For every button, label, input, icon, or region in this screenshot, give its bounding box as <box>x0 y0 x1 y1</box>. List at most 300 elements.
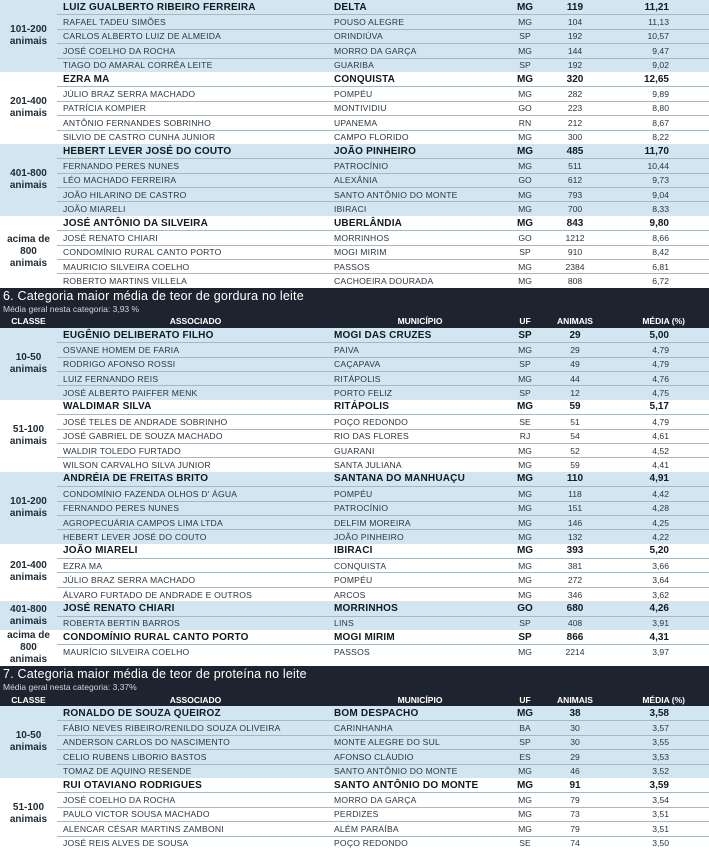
media-cell: 8,42 <box>652 247 669 258</box>
uf-cell: MG <box>516 401 534 413</box>
associado-cell: CARLOS ALBERTO LUIZ DE ALMEIDA <box>63 31 222 42</box>
associado-cell: JOÃO MIARELI <box>63 545 138 557</box>
associado-cell: JOSÉ ANTÔNIO DA SILVEIRA <box>63 217 209 229</box>
uf-cell: MG <box>518 204 532 215</box>
animais-cell: 808 <box>567 276 583 287</box>
table-row <box>57 43 709 57</box>
associado-cell: CONDOMÍNIO RURAL CANTO PORTO <box>63 631 249 643</box>
media-cell: 4,79 <box>652 359 669 370</box>
table-row <box>57 259 709 273</box>
animais-cell: 79 <box>570 823 580 834</box>
uf-cell: SP <box>519 618 531 629</box>
associado-cell: WALDIMAR SILVA <box>63 401 152 413</box>
header-associado: ASSOCIADO <box>169 316 222 327</box>
media-cell: 8,33 <box>652 204 669 215</box>
table-row <box>57 158 709 172</box>
municipio-cell: MORRO DA GARÇA <box>334 795 417 806</box>
table-row <box>57 644 709 658</box>
associado-cell: WALDIR TOLEDO FURTADO <box>63 445 181 456</box>
uf-cell: SE <box>519 416 531 427</box>
media-cell: 3,57 <box>652 723 669 734</box>
associado-cell: FERNANDO PERES NUNES <box>63 160 180 171</box>
table-row <box>57 201 709 215</box>
table-row <box>57 187 709 201</box>
municipio-cell: PAIVA <box>334 344 360 355</box>
animais-cell: 680 <box>566 602 584 614</box>
media-cell: 4,42 <box>652 488 669 499</box>
uf-cell: MG <box>516 73 534 85</box>
uf-cell: SP <box>518 631 532 643</box>
animais-cell: 30 <box>570 737 580 748</box>
animais-cell: 73 <box>570 809 580 820</box>
associado-cell: JOSÉ GABRIEL DE SOUZA MACHADO <box>63 431 223 442</box>
media-cell: 4,31 <box>649 631 669 643</box>
classe-label: 401-800 animais <box>9 167 48 191</box>
table-row <box>57 342 709 356</box>
table-row <box>57 29 709 43</box>
media-cell: 3,91 <box>652 618 669 629</box>
municipio-cell: BOM DESPACHO <box>334 707 419 719</box>
media-cell: 9,89 <box>652 89 669 100</box>
header-uf: UF <box>519 694 531 705</box>
animais-cell: 910 <box>567 247 583 258</box>
municipio-cell: PERDIZES <box>334 809 379 820</box>
municipio-cell: CAMPO FLORIDO <box>334 132 409 143</box>
media-cell: 3,64 <box>652 575 669 586</box>
media-cell: 3,50 <box>652 838 669 849</box>
media-cell: 3,51 <box>652 809 669 820</box>
associado-cell: EZRA MA <box>63 73 110 85</box>
animais-cell: 346 <box>567 589 583 600</box>
table-row <box>57 486 709 500</box>
animais-cell: 118 <box>568 488 582 499</box>
associado-cell: HEBERT LEVER JOSÉ DO COUTO <box>63 531 207 542</box>
municipio-cell: POMPÉU <box>334 575 373 586</box>
associado-cell: JÚLIO BRAZ SERRA MACHADO <box>63 575 196 586</box>
header-associado: ASSOCIADO <box>169 694 222 705</box>
uf-cell: MG <box>516 473 534 485</box>
associado-cell: SILVIO DE CASTRO CUNHA JUNIOR <box>63 132 216 143</box>
group-rows <box>57 216 709 288</box>
uf-cell: MG <box>518 575 532 586</box>
associado-cell: JOSÉ ALBERTO PAIFFER MENK <box>63 388 198 399</box>
uf-cell: MG <box>518 344 532 355</box>
uf-cell: MG <box>518 189 532 200</box>
media-cell: 8,67 <box>652 117 669 128</box>
class-group <box>0 544 709 602</box>
animais-cell: 144 <box>567 45 583 56</box>
associado-cell: ROBERTA BERTIN BARROS <box>63 618 180 629</box>
table-row <box>57 414 709 428</box>
municipio-cell: IBIRACI <box>334 204 367 215</box>
category-subtitle: Média geral nesta categoria: 3,37% <box>0 682 709 693</box>
group-rows <box>57 472 709 544</box>
uf-cell: MG <box>518 373 532 384</box>
classe-label: 101-200 animais <box>9 495 48 519</box>
animais-cell: 146 <box>567 517 583 528</box>
media-cell: 12,65 <box>643 73 669 85</box>
class-group <box>0 472 709 544</box>
uf-cell: MG <box>518 531 532 542</box>
municipio-cell: MOGI DAS CRUZES <box>334 329 432 341</box>
animais-cell: 38 <box>569 707 581 719</box>
media-cell: 4,91 <box>649 473 669 485</box>
uf-cell: SP <box>519 737 531 748</box>
animais-cell: 119 <box>566 1 584 13</box>
uf-cell: GO <box>518 232 532 243</box>
municipio-cell: PATROCÍNIO <box>334 160 389 171</box>
group-rows <box>57 144 709 216</box>
media-cell: 9,73 <box>652 175 669 186</box>
media-cell: 8,22 <box>652 132 669 143</box>
classe-label: acima de 800 animais <box>7 630 50 666</box>
animais-cell: 29 <box>570 344 580 355</box>
header-municipio: MUNICÍPIO <box>397 694 443 705</box>
uf-cell: MG <box>518 261 532 272</box>
table-row-leader <box>57 216 709 230</box>
table-body <box>0 328 709 666</box>
uf-cell: MG <box>518 503 532 514</box>
media-cell: 11,13 <box>648 17 669 28</box>
municipio-cell: MORRO DA GARÇA <box>334 45 417 56</box>
animais-cell: 59 <box>570 460 580 471</box>
associado-cell: CONDOMÍNIO RURAL CANTO PORTO <box>63 247 222 258</box>
media-cell: 8,80 <box>652 103 669 114</box>
animais-cell: 44 <box>570 373 580 384</box>
uf-cell: MG <box>518 132 532 143</box>
table-row <box>57 429 709 443</box>
table-body <box>0 706 709 850</box>
animais-cell: 54 <box>570 431 580 442</box>
municipio-cell: POMPÉU <box>334 488 373 499</box>
table-row <box>57 501 709 515</box>
media-cell: 9,80 <box>649 217 669 229</box>
animais-cell: 272 <box>567 575 583 586</box>
municipio-cell: ALÉM PARAÍBA <box>334 823 399 834</box>
associado-cell: ANDERSON CARLOS DO NASCIMENTO <box>63 737 231 748</box>
media-cell: 4,79 <box>652 416 669 427</box>
municipio-cell: POUSO ALEGRE <box>334 17 405 28</box>
media-cell: 11,70 <box>644 145 669 157</box>
media-cell: 5,00 <box>649 329 669 341</box>
animais-cell: 30 <box>570 723 580 734</box>
uf-cell: MG <box>518 560 532 571</box>
media-cell: 3,97 <box>652 647 669 658</box>
class-group <box>0 706 709 778</box>
municipio-cell: RIO DAS FLORES <box>334 431 409 442</box>
municipio-cell: SANTO ANTÔNIO DO MONTE <box>334 779 479 791</box>
media-cell: 3,51 <box>652 823 669 834</box>
animais-cell: 2214 <box>565 647 585 658</box>
categoria-gordura-section <box>0 288 709 666</box>
class-group <box>0 72 709 144</box>
animais-cell: 843 <box>566 217 584 229</box>
animais-cell: 793 <box>567 189 583 200</box>
animais-cell: 408 <box>567 618 583 629</box>
group-rows <box>57 0 709 72</box>
municipio-cell: LINS <box>334 618 354 629</box>
table-row <box>57 587 709 601</box>
uf-cell: BA <box>519 723 531 734</box>
animais-cell: 485 <box>566 145 584 157</box>
associado-cell: FERNANDO PERES NUNES <box>63 503 180 514</box>
municipio-cell: POMPÉU <box>334 89 373 100</box>
associado-cell: ÁLVARO FURTADO DE ANDRADE E OUTROS <box>63 589 253 600</box>
uf-cell: SP <box>519 60 531 71</box>
table-row <box>57 14 709 28</box>
header-uf: UF <box>519 316 531 327</box>
municipio-cell: MONTIVIDIU <box>334 103 387 114</box>
associado-cell: ANTÔNIO FERNANDES SOBRINHO <box>63 117 211 128</box>
media-cell: 4,41 <box>652 460 669 471</box>
uf-cell: MG <box>518 45 532 56</box>
uf-cell: MG <box>518 460 532 471</box>
uf-cell: MG <box>518 517 532 528</box>
media-cell: 3,66 <box>652 560 669 571</box>
municipio-cell: JOÃO PINHEIRO <box>334 145 417 157</box>
animais-cell: 1212 <box>565 232 585 243</box>
associado-cell: JOÃO HILARINO DE CASTRO <box>63 189 187 200</box>
table-row-leader <box>57 400 709 414</box>
uf-cell: MG <box>516 1 534 13</box>
animais-cell: 300 <box>567 132 583 143</box>
table-row <box>57 529 709 543</box>
municipio-cell: IBIRACI <box>334 545 373 557</box>
associado-cell: ALENCAR CÉSAR MARTINS ZAMBONI <box>63 823 224 834</box>
table-row <box>57 371 709 385</box>
header-animais: ANIMAIS <box>557 694 593 705</box>
class-group <box>0 400 709 472</box>
associado-cell: RAFAEL TADEU SIMÕES <box>63 17 166 28</box>
associado-cell: LUIZ GUALBERTO RIBEIRO FERREIRA <box>63 1 256 13</box>
table-row <box>57 230 709 244</box>
associado-cell: ROBERTO MARTINS VILLELA <box>63 276 187 287</box>
table-row-leader <box>57 144 709 158</box>
group-rows <box>57 630 709 666</box>
table-row-leader <box>57 630 709 644</box>
media-cell: 3,53 <box>652 751 669 762</box>
uf-cell: MG <box>516 217 534 229</box>
uf-cell: SP <box>519 247 531 258</box>
animais-cell: 46 <box>570 766 580 777</box>
animais-cell: 51 <box>570 416 580 427</box>
header-media: MÉDIA (%) <box>642 694 685 705</box>
table-row-leader <box>57 544 709 558</box>
media-cell: 4,79 <box>652 344 669 355</box>
animais-cell: 132 <box>567 531 583 542</box>
media-cell: 4,26 <box>649 602 669 614</box>
media-cell: 11,21 <box>644 1 669 13</box>
media-cell: 6,72 <box>652 276 669 287</box>
municipio-cell: PATROCÍNIO <box>334 503 389 514</box>
animais-cell: 52 <box>570 445 580 456</box>
class-group <box>0 144 709 216</box>
table-row <box>57 572 709 586</box>
group-rows <box>57 544 709 602</box>
media-cell: 9,04 <box>652 189 669 200</box>
table-row <box>57 115 709 129</box>
table-row <box>57 764 709 778</box>
associado-cell: TOMAZ DE AQUINO RESENDE <box>63 766 192 777</box>
media-cell: 9,47 <box>652 45 669 56</box>
animais-cell: 104 <box>567 17 583 28</box>
uf-cell: GO <box>518 175 532 186</box>
group-rows <box>57 400 709 472</box>
associado-cell: JOSÉ COELHO DA ROCHA <box>63 45 176 56</box>
table-row-leader <box>57 0 709 14</box>
header-municipio: MUNICÍPIO <box>397 316 443 327</box>
animais-cell: 511 <box>568 160 582 171</box>
municipio-cell: MONTE ALEGRE DO SUL <box>334 737 440 748</box>
table-row <box>57 720 709 734</box>
municipio-cell: PASSOS <box>334 647 370 658</box>
table-row <box>57 616 709 630</box>
classe-label: 51-100 animais <box>9 801 48 825</box>
media-cell: 4,52 <box>652 445 669 456</box>
media-cell: 4,61 <box>652 431 669 442</box>
animais-cell: 91 <box>569 779 581 791</box>
animais-cell: 12 <box>570 388 580 399</box>
associado-cell: AGROPECUÁRIA CAMPOS LIMA LTDA <box>63 517 223 528</box>
media-cell: 3,58 <box>649 707 669 719</box>
group-rows <box>57 328 709 400</box>
municipio-cell: UPANEMA <box>334 117 378 128</box>
table-row <box>57 807 709 821</box>
uf-cell: GO <box>518 103 532 114</box>
table-row <box>57 101 709 115</box>
table-row <box>57 515 709 529</box>
uf-cell: GO <box>517 602 533 614</box>
media-cell: 4,25 <box>652 517 669 528</box>
header-media: MÉDIA (%) <box>642 316 685 327</box>
animais-cell: 282 <box>567 89 583 100</box>
municipio-cell: ORINDIÚVA <box>334 31 383 42</box>
municipio-cell: MOGI MIRIM <box>334 247 387 258</box>
classe-label: 10-50 animais <box>9 729 48 753</box>
media-cell: 3,62 <box>652 589 669 600</box>
table-row-leader <box>57 72 709 86</box>
table-header <box>0 693 709 706</box>
associado-cell: JÚLIO BRAZ SERRA MACHADO <box>63 89 196 100</box>
associado-cell: JOSÉ COELHO DA ROCHA <box>63 795 176 806</box>
categoria-proteina-section <box>0 666 709 850</box>
municipio-cell: SANTO ANTÔNIO DO MONTE <box>334 766 458 777</box>
animais-cell: 74 <box>570 838 580 849</box>
table-header <box>0 315 709 328</box>
associado-cell: JOÃO MIARELI <box>63 204 126 215</box>
table-row-leader <box>57 778 709 792</box>
municipio-cell: CARINHANHA <box>334 723 393 734</box>
municipio-cell: POÇO REDONDO <box>334 838 409 849</box>
table-row-leader <box>57 706 709 720</box>
associado-cell: MAURICIO SILVEIRA COELHO <box>63 261 190 272</box>
uf-cell: MG <box>518 589 532 600</box>
municipio-cell: GUARANI <box>334 445 375 456</box>
uf-cell: MG <box>518 89 532 100</box>
municipio-cell: DELFIM MOREIRA <box>334 517 411 528</box>
table-row <box>57 443 709 457</box>
media-cell: 3,54 <box>652 795 669 806</box>
animais-cell: 212 <box>567 117 583 128</box>
table-row <box>57 735 709 749</box>
classe-label: 401-800 animais <box>9 603 48 627</box>
uf-cell: MG <box>518 160 532 171</box>
category-title: 6. Categoria maior média de teor de gordura no leite <box>0 288 709 304</box>
classe-label: 201-400 animais <box>9 560 48 584</box>
table-row-leader <box>57 328 709 342</box>
uf-cell: RN <box>518 117 532 128</box>
animais-cell: 151 <box>567 503 583 514</box>
uf-cell: RJ <box>519 431 531 442</box>
municipio-cell: POÇO REDONDO <box>334 416 409 427</box>
table-row <box>57 792 709 806</box>
associado-cell: RONALDO DE SOUZA QUEIROZ <box>63 707 221 719</box>
table-row <box>57 273 709 287</box>
municipio-cell: DELTA <box>334 1 367 13</box>
header-classe: CLASSE <box>11 316 46 327</box>
animais-cell: 381 <box>567 560 583 571</box>
class-group <box>0 630 709 666</box>
table-row-leader <box>57 601 709 615</box>
classe-label: 201-400 animais <box>9 95 48 119</box>
associado-cell: EUGÊNIO DELIBERATO FILHO <box>63 329 214 341</box>
classe-label: 101-200 animais <box>9 23 48 47</box>
uf-cell: MG <box>518 823 532 834</box>
associado-cell: RODRIGO AFONSO ROSSI <box>63 359 176 370</box>
table-row <box>57 749 709 763</box>
associado-cell: EZRA MA <box>63 560 103 571</box>
associado-cell: MAURÍCIO SILVEIRA COELHO <box>63 647 190 658</box>
animais-cell: 192 <box>567 60 583 71</box>
table-row <box>57 821 709 835</box>
animais-cell: 79 <box>570 795 580 806</box>
table-row-leader <box>57 472 709 486</box>
associado-cell: WILSON CARVALHO SILVA JUNIOR <box>63 460 211 471</box>
associado-cell: ANDRÉIA DE FREITAS BRITO <box>63 473 209 485</box>
table-row <box>57 457 709 471</box>
municipio-cell: AFONSO CLÁUDIO <box>334 751 414 762</box>
municipio-cell: UBERLÂNDIA <box>334 217 403 229</box>
class-group <box>0 328 709 400</box>
media-cell: 3,59 <box>649 779 669 791</box>
municipio-cell: SANTO ANTÔNIO DO MONTE <box>334 189 458 200</box>
category-subtitle: Média geral nesta categoria: 3,93 % <box>0 304 709 315</box>
media-cell: 8,66 <box>652 232 669 243</box>
associado-cell: CONDOMÍNIO FAZENDA OLHOS D' ÁGUA <box>63 488 238 499</box>
class-group <box>0 216 709 288</box>
uf-cell: SP <box>519 359 531 370</box>
municipio-cell: ALEXÂNIA <box>334 175 378 186</box>
media-cell: 5,17 <box>649 401 669 413</box>
group-rows <box>57 706 709 778</box>
associado-cell: RUI OTAVIANO RODRIGUES <box>63 779 203 791</box>
municipio-cell: RITÁPOLIS <box>334 401 390 413</box>
uf-cell: MG <box>518 17 532 28</box>
category-title: 7. Categoria maior média de teor de proteína no leite <box>0 666 709 682</box>
municipio-cell: SANTANA DO MANHUAÇU <box>334 473 466 485</box>
group-rows <box>57 778 709 850</box>
associado-cell: TIAGO DO AMARAL CORRÊA LEITE <box>63 60 213 71</box>
media-cell: 5,20 <box>649 545 669 557</box>
uf-cell: MG <box>518 647 532 658</box>
table-row <box>57 357 709 371</box>
header-classe: CLASSE <box>11 694 46 705</box>
table-row <box>57 836 709 850</box>
municipio-cell: CONQUISTA <box>334 73 396 85</box>
uf-cell: SE <box>519 838 531 849</box>
associado-cell: PATRÍCIA KOMPIER <box>63 103 147 114</box>
table-row <box>57 58 709 72</box>
